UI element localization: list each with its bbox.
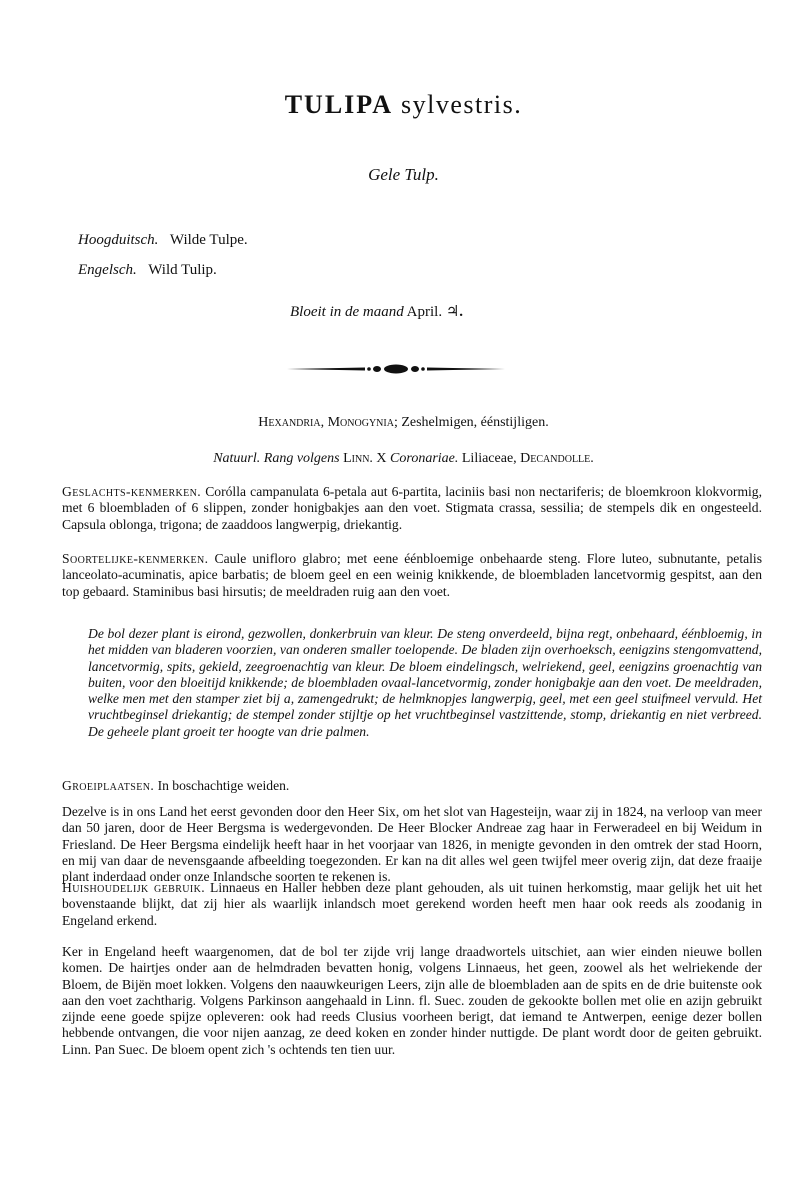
section-heading: Huishoudelijk gebruik. [62, 880, 206, 895]
section-text: Linnaeus en Haller hebben deze plant gehouden, als uit tuinen herkomstig, maar gelijk het uit het bovenstaande blijkt, dat zij hier als waarlijk inlandsch moet gerekend worden heeft men haar ook reeds als zoodanig in Engeland erkend. [62, 880, 762, 928]
bloom-month: April. [406, 304, 443, 320]
rank-label: Natuurl. Rang volgens [213, 451, 340, 466]
section-text: Ker in Engeland heeft waargenomen, dat de bol ter zijde vrij lange draadwortels uitschiet, aan wier einden nieuwe bollen komen. De hairtjes onder aan de helmdraden bevatten honig, volgens Linnaeus, het geen, zoowel als het welriekende der Bloem, de Bijën moet lokken. Volgens den naauwkeurigen Leers, zijn alle de bloembladen aan de spits en de drie buitenste ook aan den voet zachtharig. Volgens Parkinson aangehaald in Linn. fl. Suec. zouden de gekookte bollen met olie en azijn gebruikt zijnde eene goede spijze opleveren: ook had reeds Clusius voorheen berigt, dat iemand te Antwerpen, eenige dezer bollen hebbende ontvangen, die voor nijen aanzag, ze deed koken en zonder hinder nuttigde. De plant wordt door de geiten gebruikt. Linn. Pan Suec. De bloem opent zich 's ochtends ten tien uur. [62, 944, 762, 1057]
perennial-symbol: ♃. [445, 304, 464, 320]
domestic-use [62, 880, 762, 929]
common-name: Wilde Tulpe. [169, 232, 248, 248]
section-heading: Geslachts-kenmerken. [62, 484, 202, 499]
rank-family: Liliaceae, [461, 451, 517, 466]
description-text: De bol dezer plant is eirond, gezwollen, donkerbruin van kleur. De steng onverdeeld, bijna regt, onbehaard, éénbloemig, in het midden van bladeren voorzien, van onderen smaller toelopende. De bladen zijn overhoeksch, eenigzins stengomvattend, lancetvormig, spits, gekield, zeegroenachtig van kleur. De bloem eindelingsch, welriekend, geel, eenigzins groenachtig van buiten, voor den bloeitijd knikkende; de bloembladen ovaal-lancetvormig, zonder honigbakje aan den voet. De meeldraden, welke men met den stamper ziet bij a, zamengedrukt; de helmknopjes langwerpig, geel, met een geel stuifmeel vervuld. Het vruchtbeginsel driekantig; de stempel zonder stijltje op het vruchtbeginsel vastzittende, stomp, driekantig en niet verbreed. De geheele plant groeit ter hoogte van drie palmen. [88, 626, 762, 739]
bloom-period [290, 302, 463, 321]
history [62, 804, 762, 885]
common-name: Wild Tulip. [148, 262, 217, 278]
section-text: In boschachtige weiden. [157, 778, 290, 793]
page-subtitle: Gele Tulp. [368, 165, 439, 184]
class-order-dutch: ; Zeshelmigen, éénstijligen. [393, 415, 549, 430]
section-text: Caule unifloro glabro; met eene éénbloemige onbehaarde steng. Flore luteo, subnutante, petalis lanceolato-acuminatis, apice barbatis; de bloem geel en een weinig knikkende, de bloembladen lancetvormig gespitst, aan den top gebaard. Staminibus basi hirsutis; de meeldraden ruig aan den voet. [62, 551, 762, 599]
linnaean-classification [0, 415, 807, 431]
ornamental-divider [285, 362, 507, 376]
language-label: Engelsch. [78, 262, 137, 278]
class-order: Hexandria, Monogynia [258, 415, 394, 430]
domestic-use-continued [62, 944, 762, 1058]
section-heading: Groeiplaatsen. [62, 778, 155, 793]
habitat [62, 778, 762, 794]
common-name-german [78, 232, 248, 249]
natural-classification [0, 451, 807, 467]
title-species: sylvestris. [401, 90, 523, 119]
common-name-english [78, 262, 217, 279]
section-heading: Soortelijke-kenmerken. [62, 551, 209, 566]
history-text: Dezelve is in ons Land het eerst gevonden door den Heer Six, om het slot van Hagesteijn, waar zij in 1824, na verloop van meer dan 50 jaren, door de Heer Bergsma is wedergevonden. De Heer Blocker Andreae zag haar in Ferweradeel en bij Weidum in Friesland. De Heer Bergsma eindelijk heeft haar in het voorjaar van 1826, in menigte gevonden in den omtrek der stad Hoorn, en mij van daar de nevensgaande afbeelding toegezonden. Er kan na dit alles wel geen twijfel meer overig zijn, dat deze fraaije plant inderdaad onder onze Inlandsche soorten te rekenen is. [62, 804, 762, 885]
language-label: Hoogduitsch. [78, 232, 159, 248]
plant-description [88, 626, 762, 740]
species-characters [62, 551, 762, 600]
rank-order: Coronariae. [390, 451, 459, 466]
page-title [0, 90, 807, 120]
section-text: Corólla campanulata 6-petala aut 6-partita, laciniis basi non nectariferis; de bloemkroon klokvormig, met 6 bloembladen of 6 slippen, zonder honigbakjes aan den voet. Stigmata crassa, sessilia; de stempels dik en ongesteeld. Capsula oblonga, trigona; de zaaddoos langwerpig, driekantig. [62, 484, 762, 532]
genus-characters [62, 484, 762, 533]
rank-family-author: Decandolle. [520, 451, 594, 466]
rank-author: Linn. [343, 451, 373, 466]
rank-number: X [376, 451, 387, 466]
title-genus: TULIPA [284, 90, 394, 119]
bloom-label: Bloeit in de maand [290, 304, 404, 320]
